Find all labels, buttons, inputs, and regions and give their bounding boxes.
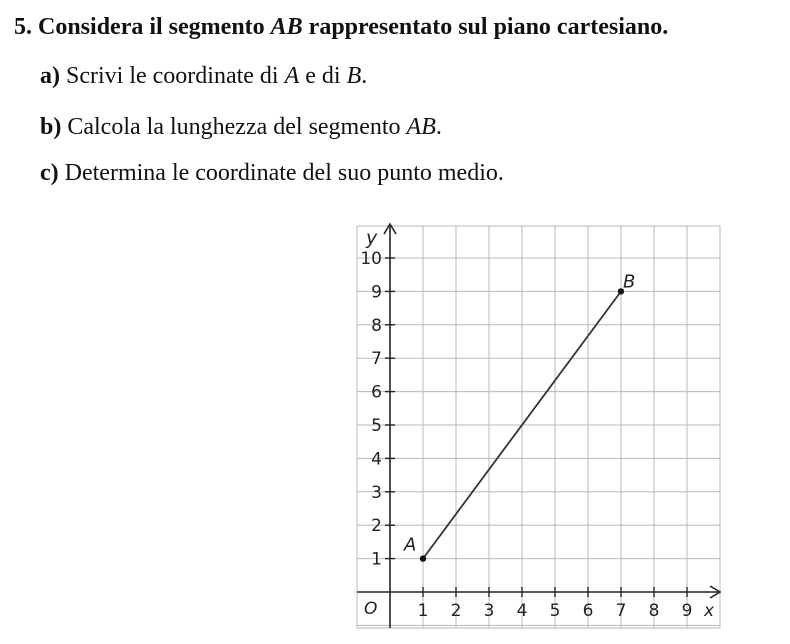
x-tick-label-7: 7 [615, 601, 627, 621]
y-tick-label-2: 2 [371, 516, 382, 537]
title-segment-name: AB [270, 14, 303, 40]
y-tick-label-3: 3 [371, 482, 382, 503]
point-b-label: B [623, 271, 636, 293]
y-tick-label-5: 5 [371, 416, 382, 436]
tick-labels [360, 249, 692, 621]
x-tick-label-8: 8 [648, 601, 660, 621]
y-tick-label-8: 8 [371, 315, 382, 336]
question-b-segment: AB [406, 114, 436, 140]
point-a [420, 555, 426, 561]
x-tick-label-1: 1 [417, 601, 429, 621]
question-b-text-1: Calcola la lunghezza del segmento [61, 114, 407, 140]
question-a-point-b: B [346, 63, 362, 89]
question-a-text-2: e di [299, 63, 347, 89]
axes [357, 224, 720, 628]
question-c-letter: c) [40, 160, 59, 186]
question-b-text-2: . [435, 114, 442, 140]
x-tick-label-5: 5 [549, 601, 561, 621]
question-a-letter: a) [40, 63, 60, 89]
exercise-number: 5. [14, 14, 32, 40]
y-tick-label-6: 6 [371, 382, 382, 403]
x-tick-label-3: 3 [483, 601, 495, 621]
origin-label: O [364, 599, 378, 619]
y-tick-label-1: 1 [371, 549, 382, 570]
y-tick-label-9: 9 [371, 282, 382, 303]
grid [357, 226, 720, 628]
title-text-before: Considera il segmento [38, 14, 271, 40]
question-b-letter: b) [40, 114, 62, 140]
x-tick-label-9: 9 [681, 601, 693, 621]
y-tick-label-10: 10 [360, 249, 382, 269]
question-a-point-a: A [284, 63, 300, 89]
y-tick-label-4: 4 [371, 449, 382, 470]
x-tick-label-2: 2 [450, 601, 462, 621]
x-tick-label-6: 6 [582, 601, 594, 621]
title-text-after: rappresentato sul piano cartesiano. [302, 14, 669, 40]
question-a-text-1: Scrivi le coordinate di [60, 63, 285, 89]
tick-marks [385, 258, 687, 597]
question-a-text-3: . [361, 63, 368, 89]
question-c-text: Determina le coordinate del suo punto medio. [58, 160, 504, 186]
x-axis-label: x [704, 601, 715, 621]
y-tick-label-7: 7 [371, 349, 382, 370]
x-tick-label-4: 4 [516, 601, 528, 621]
point-a-label: A [404, 534, 417, 556]
y-axis-label: y [366, 227, 378, 249]
grid-border [357, 226, 720, 628]
